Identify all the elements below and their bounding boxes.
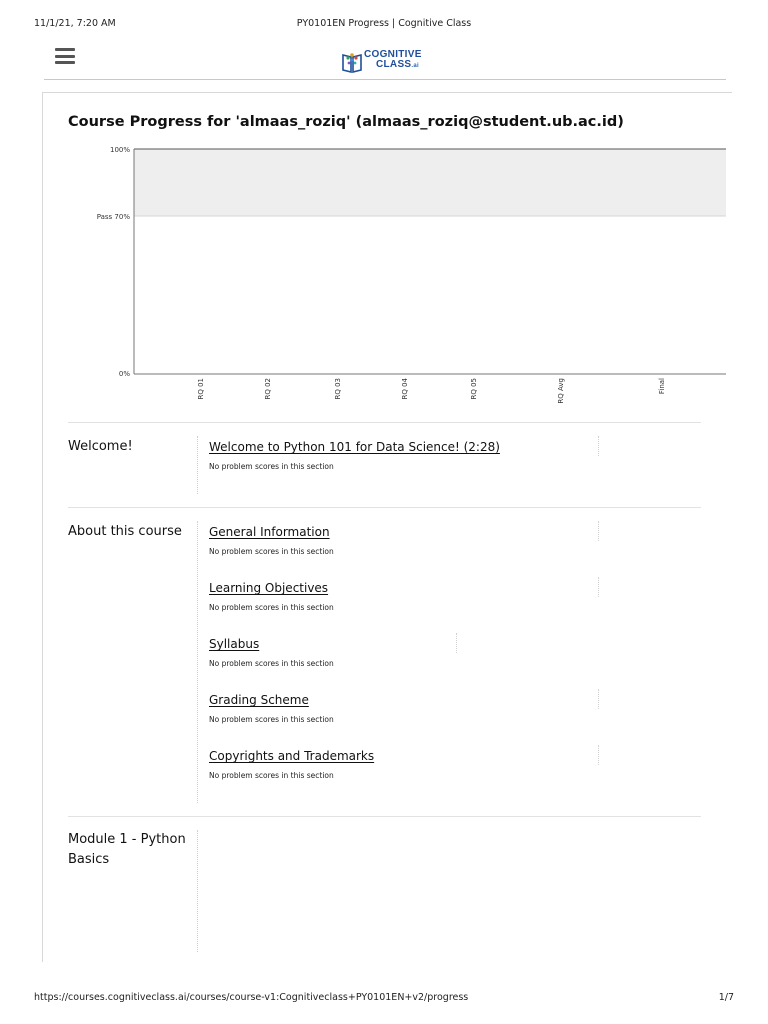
chapter-module-1-sections	[197, 830, 598, 952]
section-item	[198, 689, 598, 745]
x-tick-label: Final	[658, 378, 666, 395]
print-page-title: PY0101EN Progress | Cognitive Class	[296, 18, 472, 29]
y-tick-pass: Pass 70%	[96, 213, 130, 221]
logo-wordmark: COGNITIVE CLASS.ai	[364, 49, 422, 70]
chapter-module-1: Module 1 - Python Basics	[68, 832, 186, 867]
print-page-number: 1/7	[718, 992, 734, 1003]
x-tick-label: RQ Avg	[557, 378, 565, 404]
x-tick-label: RQ 05	[470, 378, 478, 400]
section-item	[198, 745, 598, 801]
chapter-welcome-sections	[197, 436, 598, 494]
pass-band	[134, 149, 726, 217]
page-title: Course Progress for 'almaas_roziq' (almaas_roziq@student.ub.ac.id)	[68, 114, 624, 130]
print-url: https://courses.cognitiveclass.ai/courses/course-v1:Cognitiveclass+PY0101EN+v2/progress	[34, 992, 469, 1003]
x-tick-label: RQ 01	[197, 378, 205, 400]
section-item	[198, 633, 598, 689]
chapter-welcome: Welcome!	[68, 439, 133, 454]
section-note: No problem scores in this section	[209, 771, 334, 780]
y-tick-0: 0%	[118, 370, 130, 378]
section-link[interactable]: Learning Objectives	[209, 581, 329, 595]
separator	[68, 816, 701, 817]
print-footer	[34, 992, 734, 1006]
section-note: No problem scores in this section	[209, 547, 334, 556]
section-link[interactable]: Grading Scheme	[209, 693, 309, 707]
section-note: No problem scores in this section	[209, 603, 334, 612]
section-item	[198, 436, 598, 492]
grade-chart	[0, 0, 768, 420]
section-link[interactable]: Syllabus	[209, 637, 260, 651]
y-tick-100: 100%	[109, 146, 130, 154]
section-note: No problem scores in this section	[209, 659, 334, 668]
separator	[68, 507, 701, 508]
section-note: No problem scores in this section	[209, 462, 334, 471]
chapter-about-sections	[197, 521, 598, 803]
section-item	[198, 577, 598, 633]
section-link[interactable]: Welcome to Python 101 for Data Science! (2:28)	[209, 440, 500, 454]
x-tick-label: RQ 03	[334, 378, 342, 400]
section-item	[198, 521, 598, 577]
x-tick-label: RQ 02	[264, 378, 272, 400]
separator	[68, 422, 701, 423]
chapter-about: About this course	[68, 524, 182, 539]
section-note: No problem scores in this section	[209, 715, 334, 724]
print-date: 11/1/21, 7:20 AM	[34, 18, 116, 29]
section-link[interactable]: Copyrights and Trademarks	[209, 749, 375, 763]
section-link[interactable]: General Information	[209, 525, 330, 539]
x-tick-label: RQ 04	[401, 378, 409, 400]
